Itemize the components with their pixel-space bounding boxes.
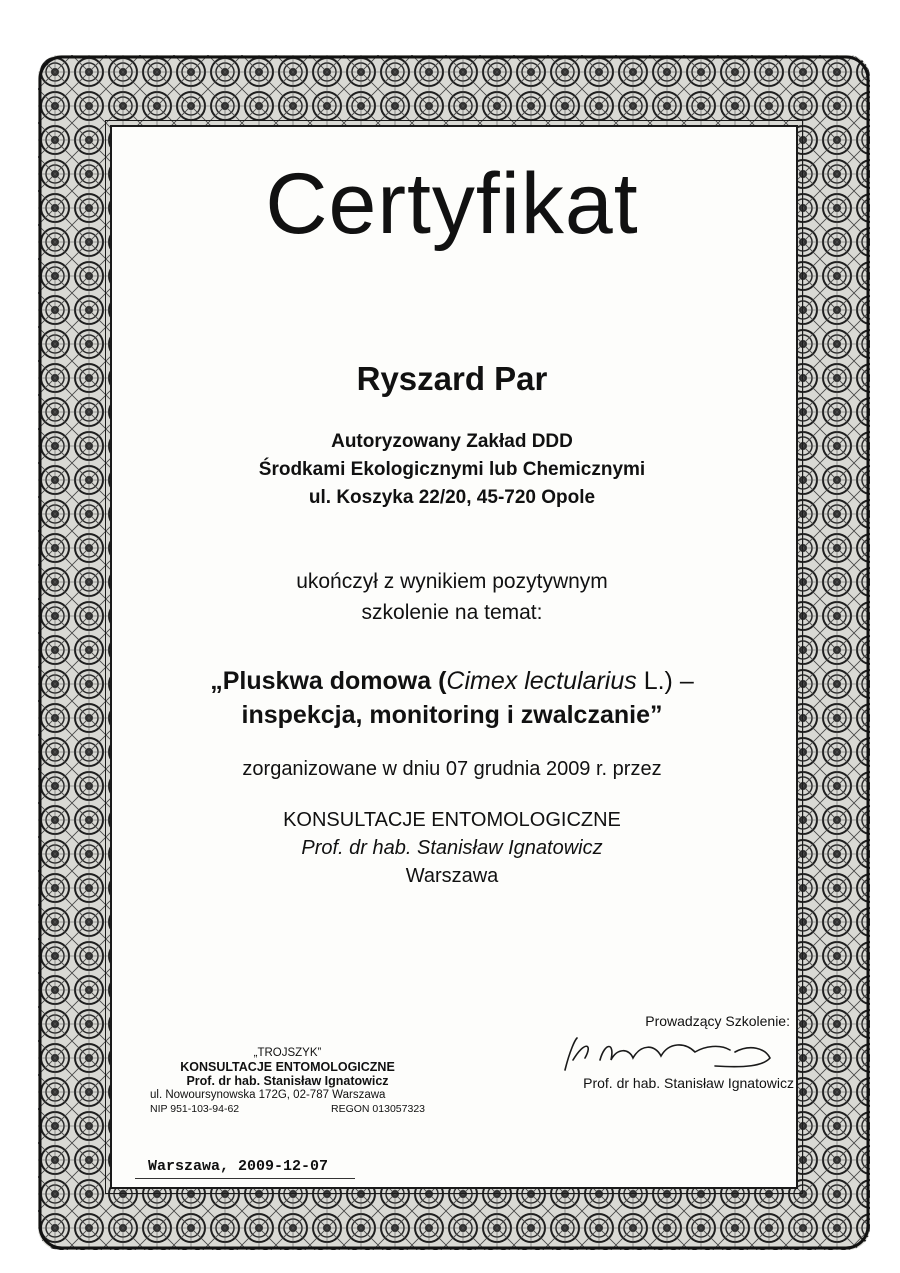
stamp-address: ul. Nowoursynowska 172G, 02-787 Warszawa (150, 1089, 386, 1101)
topic-part-2: L.) – (636, 667, 694, 695)
stamp-nip: NIP 951-103-94-62 (150, 1103, 240, 1115)
issuer-professor: Prof. dr hab. Stanisław Ignatowicz (301, 837, 603, 859)
company-stamp (150, 1046, 425, 1116)
training-topic (110, 664, 794, 732)
handwritten-signature (545, 1030, 785, 1080)
stamp-line-1: „TROJSZYK” (253, 1047, 322, 1059)
signature-label: Prowadzący Szkolenie: (645, 1013, 790, 1029)
organization-address: ul. Koszyka 22/20, 45-720 Opole (308, 487, 596, 508)
stamp-line-2: KONSULTACJE ENTOMOLOGICZNE (180, 1060, 395, 1074)
recipient-name: Ryszard Par (356, 360, 548, 397)
completion-text (110, 566, 794, 628)
issuer-block (110, 806, 794, 890)
topic-line-2: inspekcja, monitoring i zwalczanie” (241, 701, 663, 729)
date-underline (135, 1178, 355, 1179)
organization-line-1: Autoryzowany Zakład DDD (331, 431, 573, 452)
certificate-title: Certyfikat (265, 156, 639, 252)
organization-line-2: Środkami Ekologicznymi lub Chemicznymi (258, 459, 646, 480)
completion-line-2: szkolenie na temat: (361, 601, 543, 624)
topic-latin-name: Cimex lectularius (446, 667, 637, 695)
completion-line-1: ukończył z wynikiem pozytywnym (296, 570, 608, 593)
topic-part-1: „Pluskwa domowa ( (210, 667, 447, 695)
organized-date-text: zorganizowane w dniu 07 grudnia 2009 r. przez (242, 758, 662, 780)
issuer-name: KONSULTACJE ENTOMOLOGICZNE (283, 809, 621, 831)
stamp-regon: REGON 013057323 (331, 1103, 425, 1115)
organization-block (110, 428, 794, 512)
stamp-line-3: Prof. dr hab. Stanisław Ignatowicz (186, 1074, 389, 1088)
stamp-ids (150, 1102, 425, 1116)
signature-name: Prof. dr hab. Stanisław Ignatowicz (583, 1075, 794, 1091)
issuer-city: Warszawa (405, 865, 499, 887)
issue-date: Warszawa, 2009-12-07 (148, 1158, 329, 1175)
topic-line-1 (110, 664, 794, 698)
